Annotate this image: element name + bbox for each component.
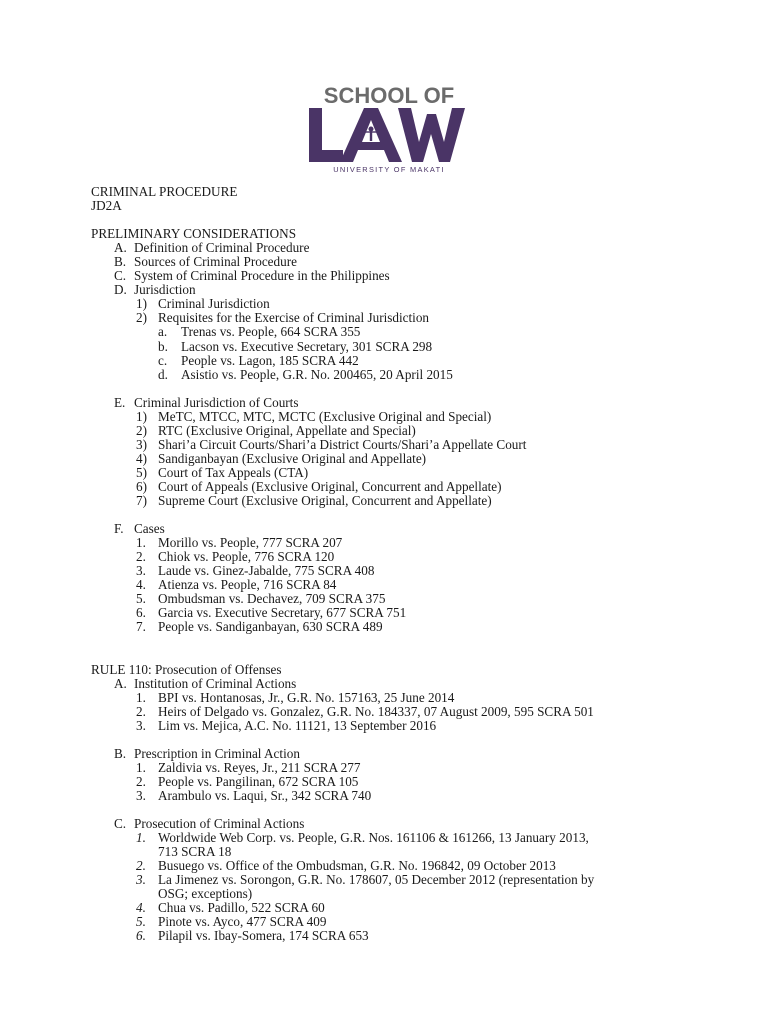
case-item: [91, 873, 731, 887]
item-marker: F.: [114, 521, 124, 537]
list-item: [91, 311, 731, 325]
outline-item-d: [91, 283, 731, 297]
item-text: Pilapil vs. Ibay-Somera, 174 SCRA 653: [158, 928, 369, 944]
item-marker: 6): [136, 478, 147, 494]
item-text: Chiok vs. People, 776 SCRA 120: [158, 549, 335, 565]
course-section: JD2A: [91, 198, 122, 214]
item-text: OSG; exceptions): [158, 886, 253, 902]
case-item: [91, 915, 731, 929]
outline-item-a: [91, 677, 731, 691]
list-item: [91, 297, 731, 311]
item-marker: 3.: [136, 717, 146, 733]
case-item: [91, 368, 731, 382]
list-item: [91, 494, 731, 508]
item-text: Zaldivia vs. Reyes, Jr., 211 SCRA 277: [158, 759, 361, 775]
section-title-rule110: RULE 110: Prosecution of Offenses: [91, 661, 282, 677]
logo-subtitle: UNIVERSITY OF MAKATI: [333, 165, 445, 174]
item-text: Cases: [134, 521, 165, 537]
item-text: System of Criminal Procedure in the Philippines: [134, 268, 390, 284]
item-text: Court of Tax Appeals (CTA): [158, 464, 309, 480]
item-text: Busuego vs. Office of the Ombudsman, G.R. No. 196842, 09 October 2013: [158, 858, 556, 874]
outline-item-b: [91, 747, 731, 761]
case-item: [91, 354, 731, 368]
section-title-prelim: PRELIMINARY CONSIDERATIONS: [91, 226, 297, 242]
case-item: [91, 325, 731, 339]
item-text: People vs. Sandiganbayan, 630 SCRA 489: [158, 619, 383, 635]
item-marker: 3.: [136, 788, 146, 804]
item-text: People vs. Pangilinan, 672 SCRA 105: [158, 773, 359, 789]
item-text: People vs. Lagon, 185 SCRA 442: [181, 352, 359, 368]
item-text: Shari’a Circuit Courts/Shari’a District Courts/Shari’a Appellate Court: [158, 436, 527, 452]
item-marker: 4.: [136, 577, 146, 593]
outline-item-a: [91, 241, 731, 255]
item-marker: B.: [114, 745, 127, 761]
item-text: Jurisdiction: [134, 282, 196, 298]
case-item: [91, 536, 731, 550]
item-text: Prescription in Criminal Action: [134, 745, 300, 761]
case-item: [91, 859, 731, 873]
item-marker: c.: [158, 352, 168, 368]
item-text: 713 SCRA 18: [158, 844, 232, 860]
item-marker: E.: [114, 394, 126, 410]
outline-item-c: [91, 269, 731, 283]
item-marker: 2.: [136, 773, 146, 789]
item-marker: 3.: [136, 872, 146, 888]
logo-line1: SCHOOL OF: [323, 84, 455, 108]
item-text: Chua vs. Padillo, 522 SCRA 60: [158, 900, 325, 916]
item-text: Trenas vs. People, 664 SCRA 355: [181, 324, 361, 340]
item-marker: 1.: [136, 689, 146, 705]
case-item: [91, 901, 731, 915]
case-item: [91, 620, 731, 634]
item-text: Definition of Criminal Procedure: [134, 240, 310, 256]
item-marker: 1.: [136, 535, 146, 551]
item-marker: 5.: [136, 914, 146, 930]
item-text: Institution of Criminal Actions: [134, 675, 297, 691]
item-text: Morillo vs. People, 777 SCRA 207: [158, 535, 343, 551]
item-text: Atienza vs. People, 716 SCRA 84: [158, 577, 337, 593]
case-item-continuation: [91, 845, 731, 859]
item-marker: A.: [114, 675, 127, 691]
list-item: [91, 410, 731, 424]
item-text: RTC (Exclusive Original, Appellate and Special): [158, 422, 416, 438]
item-marker: 1): [136, 408, 147, 424]
item-marker: d.: [158, 366, 168, 382]
item-marker: 6.: [136, 605, 146, 621]
case-item: [91, 606, 731, 620]
item-marker: 7.: [136, 619, 146, 635]
item-marker: 1.: [136, 759, 146, 775]
item-marker: 2): [136, 310, 147, 326]
case-item: [91, 564, 731, 578]
item-marker: 2.: [136, 703, 146, 719]
case-item: [91, 578, 731, 592]
case-item: [91, 592, 731, 606]
case-item: [91, 340, 731, 354]
item-text: Heirs of Delgado vs. Gonzalez, G.R. No. 184337, 07 August 2009, 595 SCRA 501: [158, 703, 594, 719]
item-marker: 4.: [136, 900, 146, 916]
item-marker: a.: [158, 324, 168, 340]
item-marker: 2): [136, 422, 147, 438]
item-text: Lim vs. Mejica, A.C. No. 11121, 13 September 2016: [158, 717, 437, 733]
list-item: [91, 438, 731, 452]
item-text: Sandiganbayan (Exclusive Original and Appellate): [158, 450, 427, 466]
list-item: [91, 466, 731, 480]
item-text: Worldwide Web Corp. vs. People, G.R. Nos. 161106 & 161266, 13 January 2013,: [158, 830, 589, 846]
item-text: Criminal Jurisdiction: [158, 296, 270, 312]
logo-graphic: [306, 84, 472, 174]
outline-item-f: [91, 522, 731, 536]
item-marker: b.: [158, 338, 168, 354]
item-text: Criminal Jurisdiction of Courts: [134, 394, 299, 410]
case-item: [91, 789, 731, 803]
item-marker: 3.: [136, 563, 146, 579]
item-text: Arambulo vs. Laqui, Sr., 342 SCRA 740: [158, 788, 372, 804]
item-text: Ombudsman vs. Dechavez, 709 SCRA 375: [158, 591, 386, 607]
course-title: CRIMINAL PROCEDURE: [91, 184, 238, 199]
item-marker: 4): [136, 450, 147, 466]
item-marker: 6.: [136, 928, 146, 944]
item-marker: D.: [114, 282, 127, 298]
case-item: [91, 929, 731, 943]
list-item: [91, 452, 731, 466]
outline-item-e: [91, 396, 731, 410]
item-marker: C.: [114, 816, 127, 832]
outline-item-c: [91, 817, 731, 831]
item-text: Sources of Criminal Procedure: [134, 254, 297, 270]
item-marker: 5): [136, 464, 147, 480]
item-marker: 7): [136, 493, 147, 509]
item-text: Requisites for the Exercise of Criminal Jurisdiction: [158, 310, 430, 326]
case-item: [91, 775, 731, 789]
item-text: BPI vs. Hontanosas, Jr., G.R. No. 157163, 25 June 2014: [158, 689, 455, 705]
item-text: Laude vs. Ginez-Jabalde, 775 SCRA 408: [158, 563, 375, 579]
case-item: [91, 719, 731, 733]
case-item-continuation: [91, 887, 731, 901]
case-item: [91, 705, 731, 719]
item-marker: A.: [114, 240, 127, 256]
case-item: [91, 691, 731, 705]
item-text: Pinote vs. Ayco, 477 SCRA 409: [158, 914, 327, 930]
item-marker: 1): [136, 296, 147, 312]
item-text: Garcia vs. Executive Secretary, 677 SCRA 751: [158, 605, 407, 621]
item-text: MeTC, MTCC, MTC, MCTC (Exclusive Original and Special): [158, 408, 492, 424]
item-marker: 1.: [136, 830, 146, 846]
item-text: La Jimenez vs. Sorongon, G.R. No. 178607, 05 December 2012 (representation by: [158, 872, 595, 888]
list-item: [91, 424, 731, 438]
item-marker: 2.: [136, 549, 146, 565]
item-text: Court of Appeals (Exclusive Original, Concurrent and Appellate): [158, 478, 502, 494]
case-item: [91, 550, 731, 564]
item-marker: B.: [114, 254, 127, 270]
document-body: [91, 185, 731, 944]
school-of-law-logo: [306, 84, 472, 174]
list-item: [91, 480, 731, 494]
case-item: [91, 831, 731, 845]
case-item: [91, 761, 731, 775]
item-marker: 3): [136, 436, 147, 452]
item-marker: 5.: [136, 591, 146, 607]
item-text: Lacson vs. Executive Secretary, 301 SCRA 298: [181, 338, 433, 354]
item-marker: 2.: [136, 858, 146, 874]
item-marker: C.: [114, 268, 127, 284]
item-text: Asistio vs. People, G.R. No. 200465, 20 April 2015: [181, 366, 453, 382]
item-text: Prosecution of Criminal Actions: [134, 816, 305, 832]
outline-item-b: [91, 255, 731, 269]
item-text: Supreme Court (Exclusive Original, Concurrent and Appellate): [158, 493, 492, 509]
